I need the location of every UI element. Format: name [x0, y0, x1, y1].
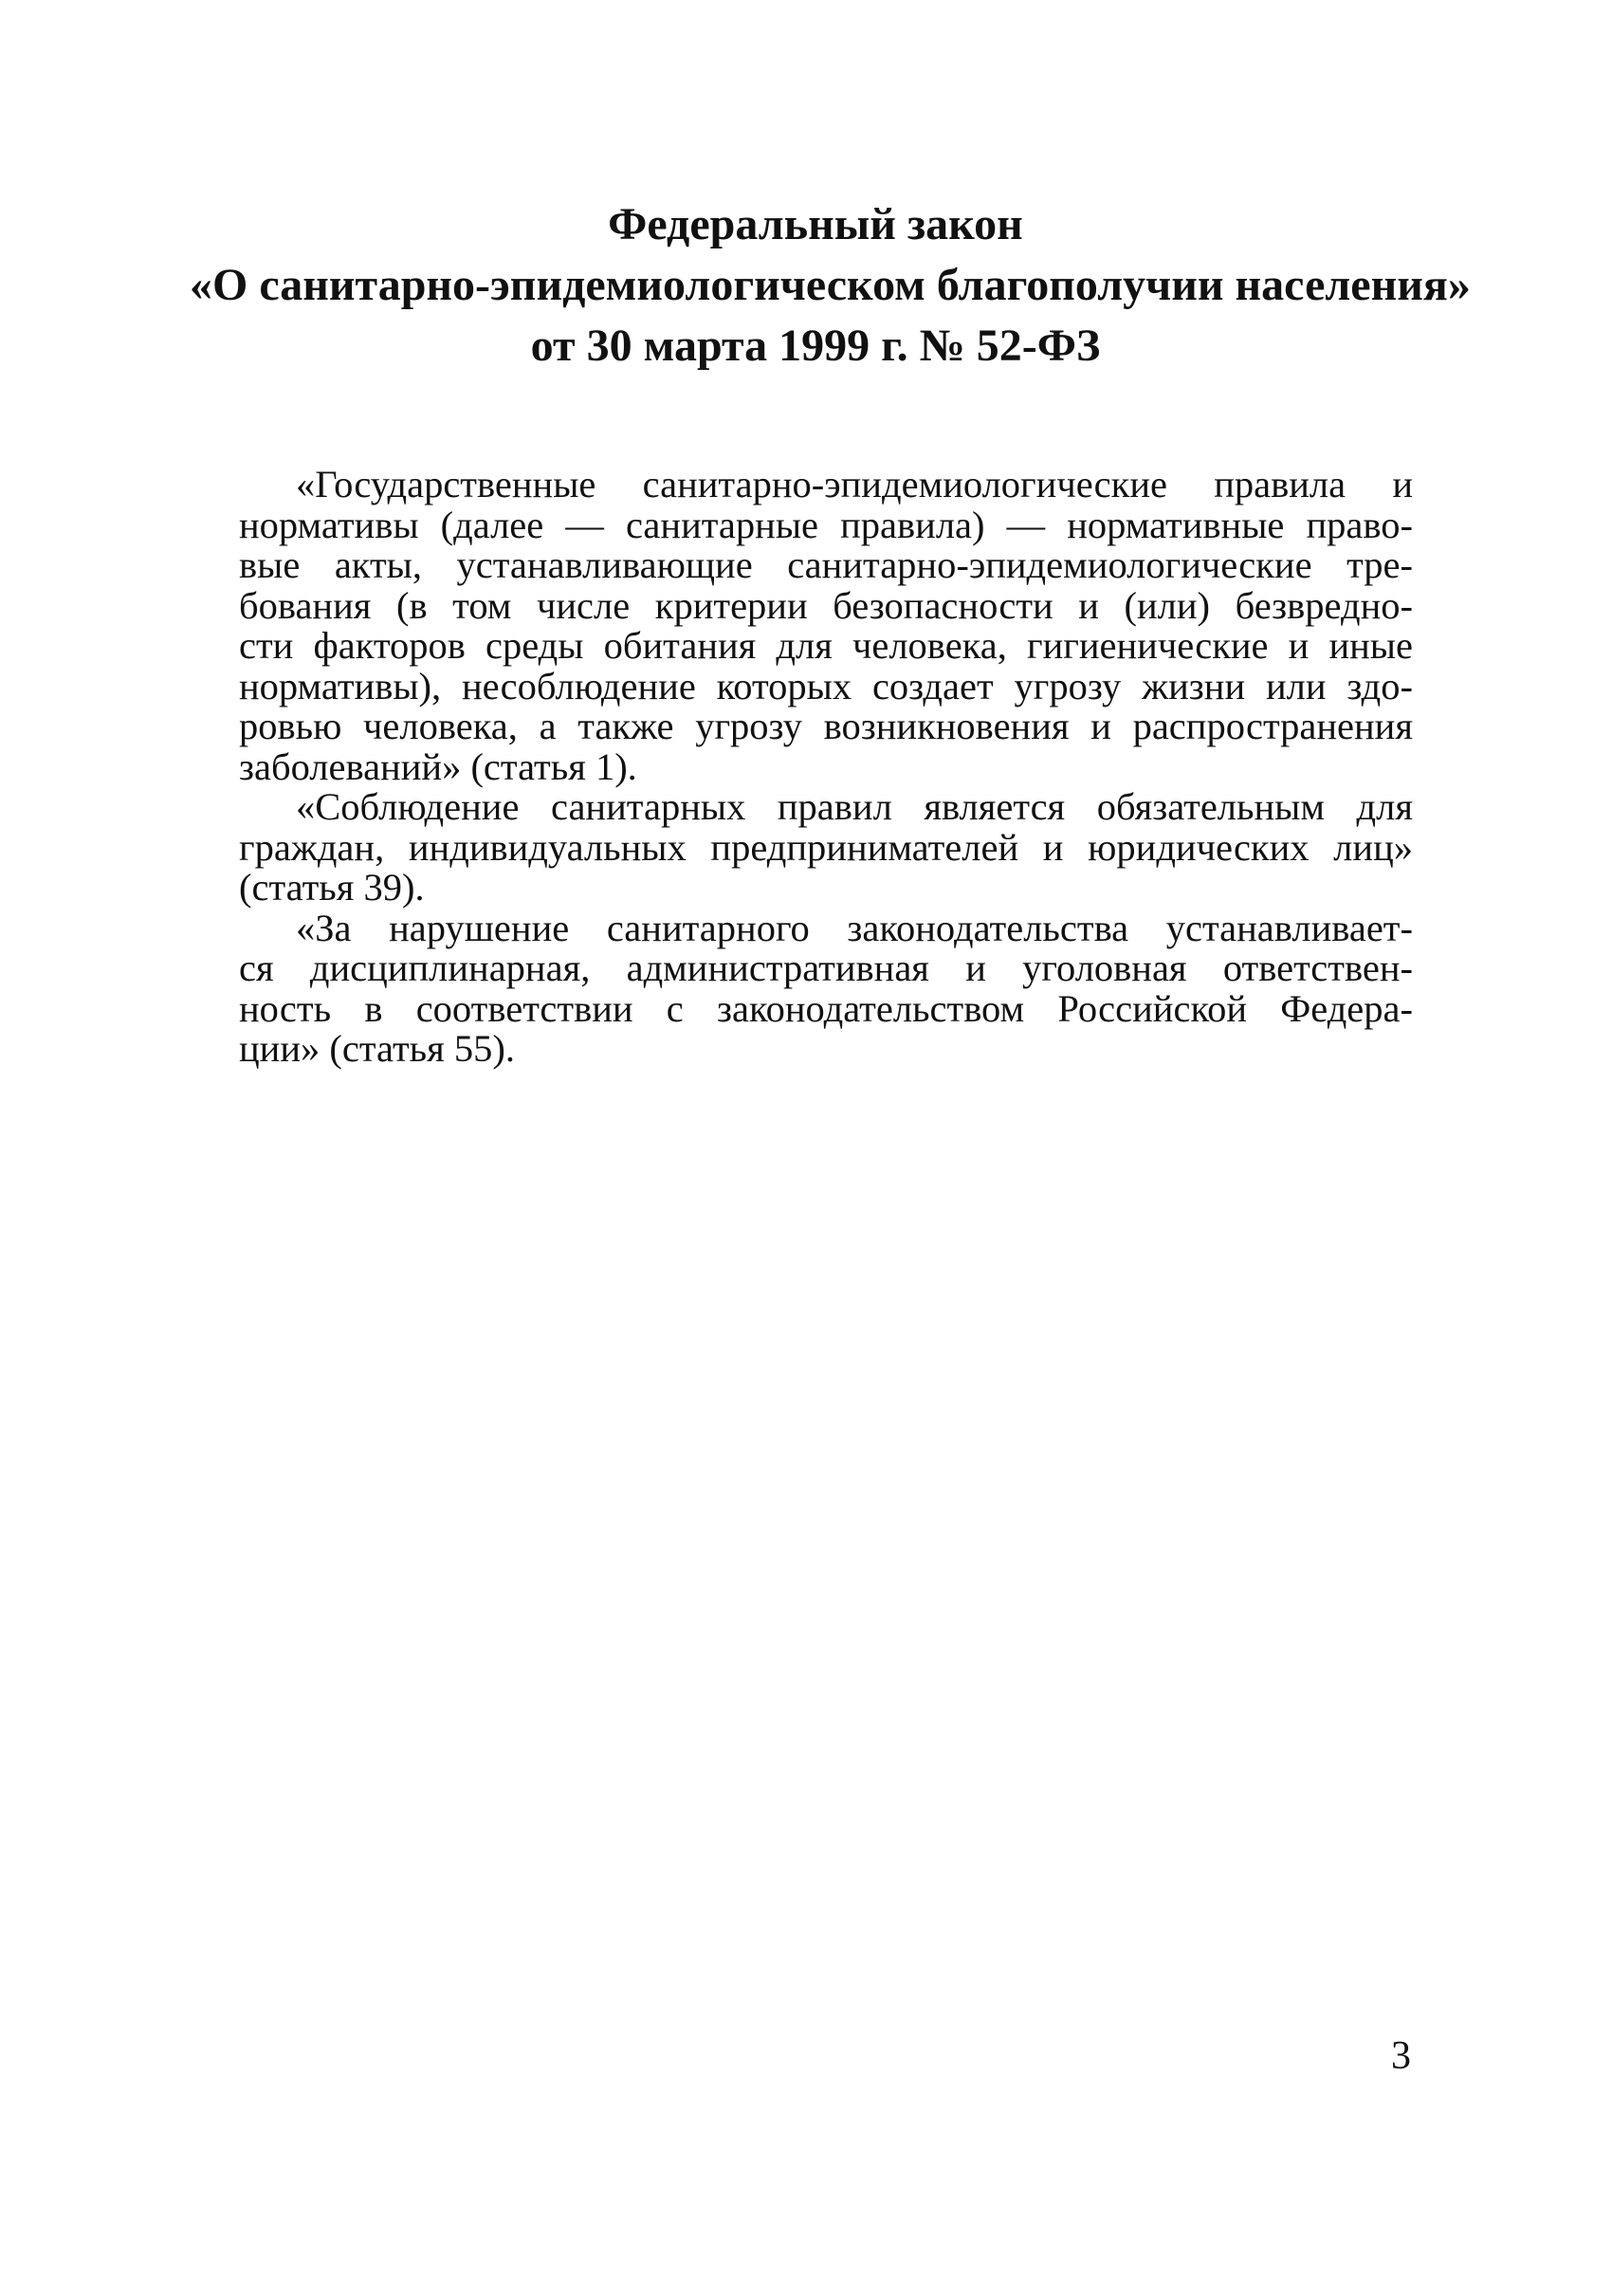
- paragraph-article-39: [239, 787, 1413, 909]
- document-body: [239, 465, 1413, 1070]
- text-line: ность в соответствии с законодательством Российской Федера-: [239, 986, 1413, 1030]
- law-name-title: «О санитарно-эпидемиологическом благополучии населения»: [190, 260, 1471, 310]
- text-line: вые акты, устанавливающие санитарно-эпидемиологические тре-: [239, 543, 1413, 586]
- page-number: 3: [1391, 2034, 1411, 2078]
- text-line: «За нарушение санитарного законодательства устанавливает-: [296, 906, 1413, 949]
- law-type-title: Федеральный закон: [608, 199, 1023, 249]
- document-heading: [190, 194, 1471, 377]
- text-line: сти факторов среды обитания для человека, гигиенические и иные: [239, 624, 1413, 667]
- paragraph-article-1: [239, 465, 1413, 787]
- text-line: заболеваний» (статья 1).: [239, 744, 637, 788]
- paragraph-article-55: [239, 906, 1413, 1070]
- text-line: нормативы (далее — санитарные правила) — нормативные право-: [239, 503, 1413, 546]
- text-line: ции» (статья 55).: [239, 1027, 516, 1070]
- text-line: «Государственные санитарно-эпидемиологические правила и: [296, 463, 1413, 505]
- text-line: «Соблюдение санитарных правил является обязательным для: [296, 785, 1413, 828]
- text-line: граждан, индивидуальных предпринимателей и юридических лиц»: [239, 825, 1413, 869]
- text-line: (статья 39).: [239, 866, 425, 909]
- text-line: ся дисциплинарная, административная и уголовная ответствен-: [239, 946, 1413, 989]
- text-line: нормативы), несоблюдение которых создает угрозу жизни или здо-: [239, 664, 1413, 707]
- law-date-number: от 30 марта 1999 г. № 52-ФЗ: [530, 321, 1101, 371]
- text-line: бования (в том числе критерии безопасности и (или) безвредно-: [239, 583, 1413, 627]
- text-line: ровью человека, а также угрозу возникновения и распространения: [239, 705, 1413, 747]
